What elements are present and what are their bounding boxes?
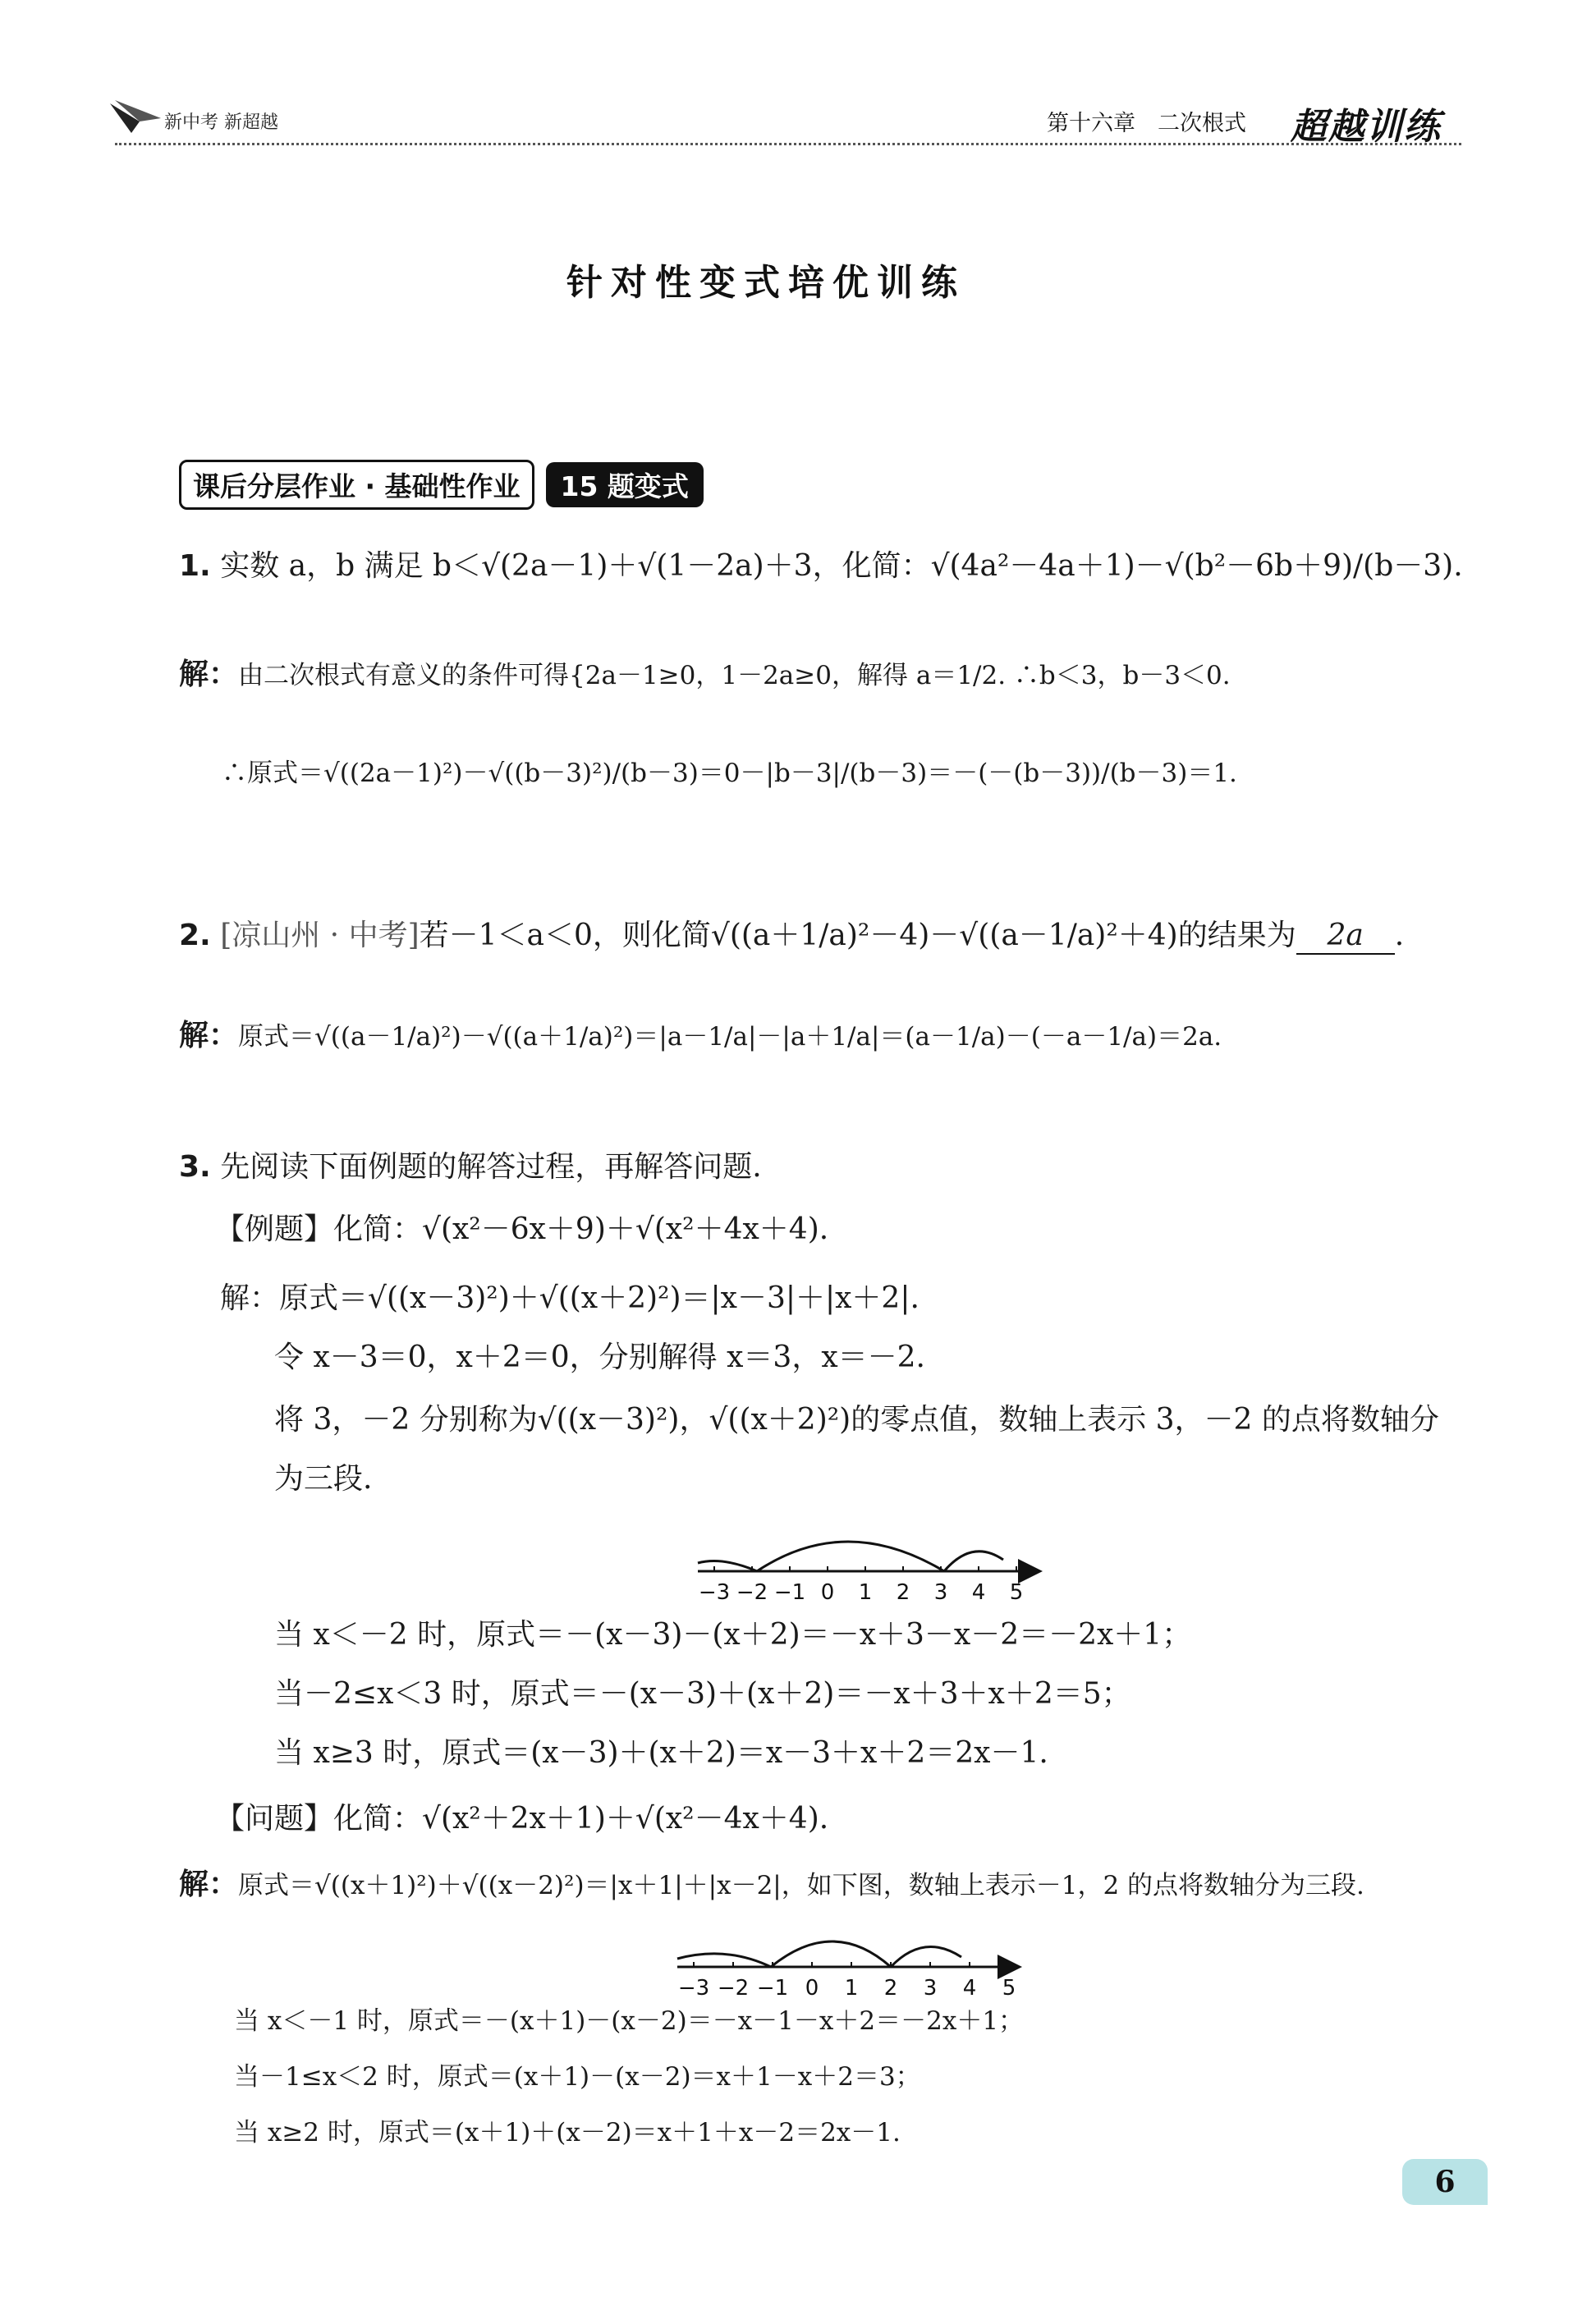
question-1 [179, 548, 1463, 584]
question-number: 1. [179, 549, 211, 583]
page-number: 6 [1402, 2159, 1488, 2205]
example-case-1: 当 x＜－2 时，原式＝－(x－3)－(x＋2)＝－x＋3－x－2＝－2x＋1； [274, 1618, 1192, 1652]
segment-arc-middle [771, 1941, 891, 1967]
solution-case-2: 当－1≤x＜2 时，原式＝(x＋1)－(x－2)＝x＋1－x＋2＝3； [234, 2062, 921, 2092]
question-3 [179, 1149, 762, 1185]
axis-tick-label: 4 [962, 1976, 977, 2001]
header-logo-text: 新中考 新超越 [164, 112, 278, 133]
axis-tick-label: 1 [858, 1580, 873, 1605]
solution-case-1: 当 x＜－1 时，原式＝－(x＋1)－(x－2)＝－x－1－x＋2＝－2x＋1； [234, 2006, 1025, 2036]
question-number: 3. [179, 1150, 211, 1184]
solution-label: 解： [179, 658, 239, 691]
segment-arc-right [891, 1947, 961, 1968]
brand-title: 超越训练 [1291, 106, 1442, 148]
segment-arc-left [677, 1954, 771, 1967]
example-stem: 【例题】化简：√(x²－6x＋9)＋√(x²＋4x＋4). [215, 1212, 829, 1246]
example-line-4: 为三段. [274, 1462, 373, 1496]
variant-badge: 15 题变式 [546, 462, 704, 507]
axis-tick-label: 2 [883, 1976, 898, 2001]
example-case-2: 当－2≤x＜3 时，原式＝－(x－3)＋(x＋2)＝－x＋3＋x＋2＝5； [274, 1677, 1131, 1711]
axis-tick-label: −3 [677, 1976, 710, 2001]
question-2 [179, 918, 1404, 955]
solution-number-line [669, 1921, 1030, 2003]
axis-tick-label: 4 [971, 1580, 986, 1605]
axis-tick-label: 3 [923, 1976, 938, 2001]
answer-blank: 2a [1296, 918, 1395, 955]
question-stem: 实数 a，b 满足 b＜√(2a－1)＋√(1－2a)＋3，化简：√(4a²－4a＋1)－√(b²－6b＋9)/(b－3). [220, 549, 1463, 583]
question-number: 2. [179, 919, 211, 952]
chapter-title: 第十六章 二次根式 [1047, 111, 1246, 136]
axis-tick-label: 5 [1002, 1976, 1016, 2001]
axis-tick-label: −2 [717, 1976, 750, 2001]
solution-label: 解： [179, 1019, 239, 1052]
q1-solution-line-2: ∴原式＝√((2a－1)²)－√((b－3)²)/(b－3)＝0－|b－3|/(b－3)＝－(－(b－3))/(b－3)＝1. [222, 759, 1237, 788]
section-tag: 课后分层作业 · 基础性作业 [179, 460, 534, 510]
axis-tick-label: 0 [805, 1976, 819, 2001]
example-line-1: 解：原式＝√((x－3)²)＋√((x＋2)²)＝|x－3|＋|x＋2|. [220, 1281, 920, 1315]
axis-tick-label: −1 [756, 1976, 789, 2001]
axis-tick-label: 0 [820, 1580, 835, 1605]
axis-tick-label: −3 [698, 1580, 731, 1605]
segment-arc-middle [757, 1542, 944, 1571]
header-divider [115, 143, 1461, 145]
question-intro: 先阅读下面例题的解答过程，再解答问题. [220, 1150, 762, 1184]
question-stem: 若－1＜a＜0，则化简√((a＋1/a)²－4)－√((a－1/a)²＋4)的结果为 [419, 919, 1296, 952]
example-case-3: 当 x≥3 时，原式＝(x－3)＋(x＋2)＝x－3＋x＋2＝2x－1. [274, 1736, 1048, 1770]
question-source: [凉山州 · 中考] [220, 919, 420, 952]
solution-text: 原式＝√((x＋1)²)＋√((x－2)²)＝|x＋1|＋|x－2|，如下图，数轴上表示－1，2 的点将数轴分为三段. [238, 1871, 1364, 1900]
example-line-3: 将 3，－2 分别称为√((x－3)²)，√((x＋2)²)的零点值，数轴上表示 3，－2 的点将数轴分 [274, 1403, 1439, 1437]
q2-solution-line-1 [179, 1018, 1222, 1053]
segment-arc-left [698, 1561, 757, 1571]
problem-stem: 【问题】化简：√(x²＋2x＋1)＋√(x²－4x＋4). [215, 1802, 829, 1836]
q1-solution-line-1 [179, 657, 1231, 692]
axis-tick-label: −2 [736, 1580, 768, 1605]
solution-label: 解： [179, 1868, 239, 1901]
axis-tick-label: 3 [933, 1580, 948, 1605]
solution-case-3: 当 x≥2 时，原式＝(x＋1)＋(x－2)＝x＋1＋x－2＝2x－1. [234, 2118, 901, 2147]
q3-solution-line-1 [179, 1867, 1364, 1902]
axis-tick-label: 5 [1009, 1580, 1024, 1605]
solution-text: 由二次根式有意义的条件可得{2a－1≥0，1－2a≥0，解得 a＝1/2. ∴b＜3，b－3＜0. [238, 661, 1231, 690]
axis-tick-label: −1 [773, 1580, 806, 1605]
section-tag-row [179, 460, 704, 510]
axis-tick-label: 2 [896, 1580, 910, 1605]
page-title: 针对性变式培优训练 [566, 262, 965, 304]
example-number-line [690, 1525, 1051, 1607]
example-line-2: 令 x－3＝0，x＋2＝0，分别解得 x＝3，x＝－2. [274, 1341, 925, 1374]
segment-arc-right [944, 1552, 1003, 1571]
solution-text: 原式＝√((a－1/a)²)－√((a＋1/a)²)＝|a－1/a|－|a＋1/a|＝(a－1/a)－(－a－1/a)＝2a. [238, 1022, 1222, 1052]
axis-tick-label: 1 [844, 1976, 859, 2001]
logo-icon [107, 97, 164, 138]
question-end: . [1394, 919, 1405, 952]
